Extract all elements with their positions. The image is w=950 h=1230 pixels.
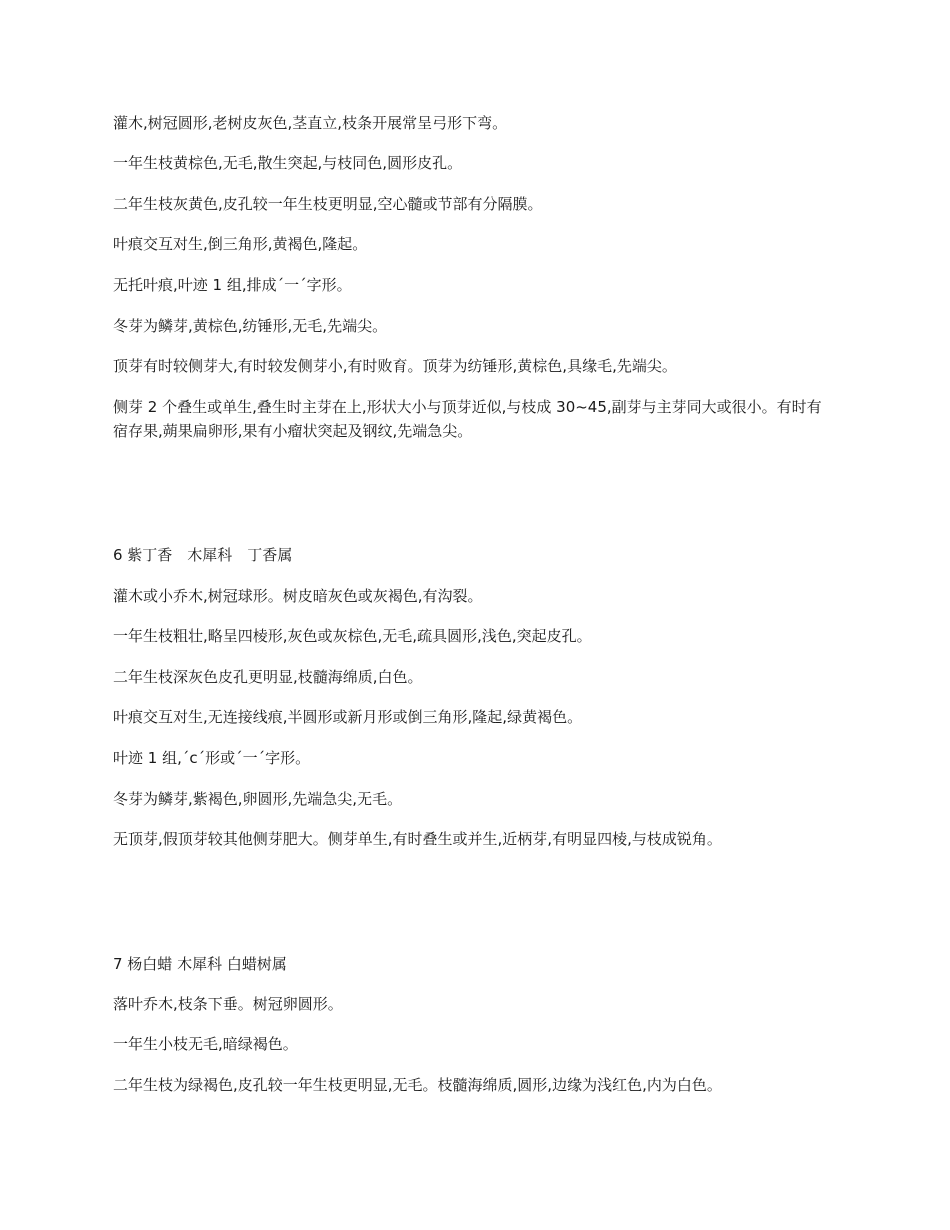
section1-paragraph-6: 冬芽为鳞芽,黄棕色,纺锤形,无毛,先端尖。 <box>113 317 388 335</box>
section1-paragraph-8: 侧芽 2 个叠生或单生,叠生时主芽在上,形状大小与顶芽近似,与枝成 30~45,副芽与主芽同大或很小。有时有宿存果,蒴果扁卵形,果有小瘤状突起及钢纹,先端急尖。 <box>113 398 822 440</box>
section3-paragraph-3: 二年生枝为绿褐色,皮孔较一年生枝更明显,无毛。枝髓海绵质,圆形,边缘为浅红色,内为白色。 <box>113 1076 722 1094</box>
section2-paragraph-1: 灌木或小乔木,树冠球形。树皮暗灰色或灰褐色,有沟裂。 <box>113 587 483 605</box>
section2-heading: 6 紫丁香 木犀科 丁香属 <box>113 546 293 564</box>
section3-paragraph-2: 一年生小枝无毛,暗绿褐色。 <box>113 1035 298 1053</box>
section3-heading: 7 杨白蜡 木犀科 白蜡树属 <box>113 955 287 973</box>
section1-paragraph-3: 二年生枝灰黄色,皮孔较一年生枝更明显,空心髓或节部有分隔膜。 <box>113 195 543 213</box>
section2-paragraph-2: 一年生枝粗壮,略呈四棱形,灰色或灰棕色,无毛,疏具圆形,浅色,突起皮孔。 <box>113 627 592 645</box>
section1-paragraph-4: 叶痕交互对生,倒三角形,黄褐色,隆起。 <box>113 235 368 253</box>
section2-paragraph-4: 叶痕交互对生,无连接线痕,半圆形或新月形或倒三角形,隆起,绿黄褐色。 <box>113 708 583 726</box>
section1-paragraph-2: 一年生枝黄棕色,无毛,散生突起,与枝同色,圆形皮孔。 <box>113 154 463 172</box>
section3-paragraph-1: 落叶乔木,枝条下垂。树冠卵圆形。 <box>113 995 343 1013</box>
section2-paragraph-6: 冬芽为鳞芽,紫褐色,卵圆形,先端急尖,无毛。 <box>113 790 403 808</box>
section2-paragraph-7: 无顶芽,假顶芽较其他侧芽肥大。侧芽单生,有时叠生或并生,近柄芽,有明显四棱,与枝成锐角。 <box>113 830 722 848</box>
section1-paragraph-1: 灌木,树冠圆形,老树皮灰色,茎直立,枝条开展常呈弓形下弯。 <box>113 114 508 132</box>
section2-paragraph-3: 二年生枝深灰色皮孔更明显,枝髓海绵质,白色。 <box>113 668 423 686</box>
section1-paragraph-5: 无托叶痕,叶迹 1 组,排成΄一΄字形。 <box>113 276 352 294</box>
section2-paragraph-5: 叶迹 1 组,΄c΄形或΄一΄字形。 <box>113 749 311 767</box>
section1-paragraph-7: 顶芽有时较侧芽大,有时较发侧芽小,有时败育。顶芽为纺锤形,黄棕色,具缘毛,先端尖。 <box>113 357 677 375</box>
